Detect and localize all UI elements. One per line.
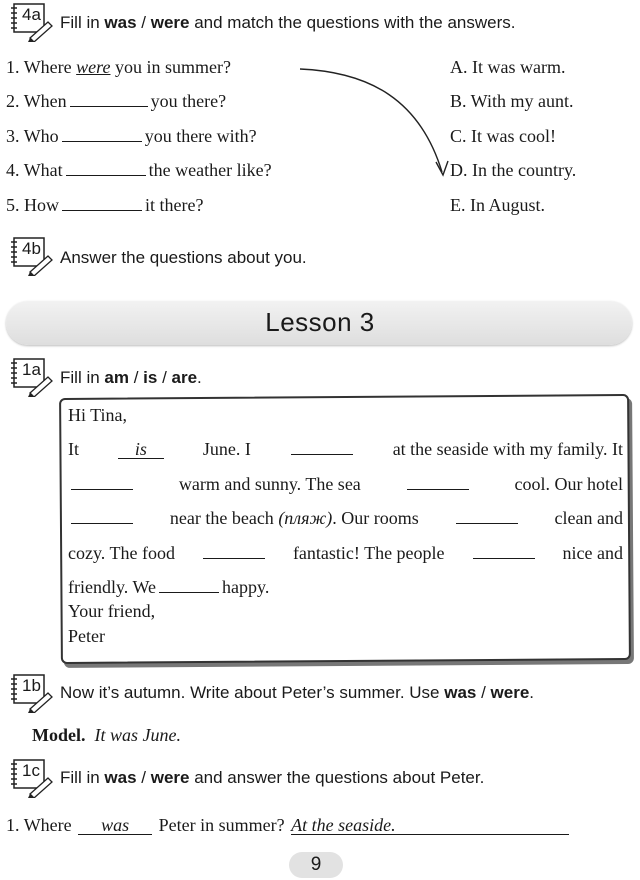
model-example: Model. It was June. [32,725,181,745]
lesson-title: Lesson 3 [265,307,375,337]
exercise-badge-1a [8,357,54,397]
instruction-1c: Fill in was / were and answer the questions about Peter. [60,768,485,787]
letter-card [59,394,631,664]
letter-closing: Your friend, [68,601,156,621]
letter-line-2: warm and sunny. The sea cool. Our hotel [68,474,623,495]
badge-label: 1b [22,676,41,695]
question-2: 2. When you there? [6,91,227,111]
answer-blank[interactable] [71,488,133,490]
question-5: 5. How it there? [6,195,204,215]
letter-greeting: Hi Tina, [68,405,128,425]
instruction-4b: Answer the questions about you. [60,248,307,267]
answer-b: B. With my aunt. [450,91,574,111]
exercise-badge-1b [8,673,54,713]
answer-e: E. In August. [450,195,546,215]
exercise-badge-1c [8,758,54,798]
answer-d: D. In the country. [450,160,577,180]
letter-line-4: cozy. The food fantastic! The people nice and [68,543,623,563]
filled-answer: were [76,57,111,77]
answer-c: C. It was cool! [450,126,556,146]
answer-blank[interactable] [456,522,518,524]
page-number: 9 [289,852,343,878]
letter-line-5: friendly. We happy. [68,577,270,597]
answer-blank[interactable] [203,557,265,559]
badge-label: 4b [22,239,41,258]
letter-line-1: It is June. I at the seaside with my family. It [68,439,623,459]
question-1: 1. Where were you in summer? [6,57,231,77]
answer-blank[interactable] [291,453,353,455]
filled-answer: is [118,440,164,459]
question-1c-1: 1. Where was Peter in summer? At the seaside. [6,815,571,836]
filled-answer: was [78,816,152,835]
question-3: 3. Who you there with? [6,126,257,146]
instruction-1a: Fill in am / is / are. [60,368,202,387]
instruction-1b: Now it’s autumn. Write about Peter’s summer. Use was / were. [60,683,535,702]
letter-signature: Peter [68,626,105,646]
badge-label: 4a [22,5,41,24]
answer-blank[interactable] [71,522,133,524]
match-arrow-icon [0,0,640,200]
answer-a: A. It was warm. [450,57,566,77]
answer-blank[interactable] [62,209,142,211]
written-answer: At the seaside. [291,816,569,835]
answer-blank[interactable] [159,591,219,593]
exercise-badge-4b [8,236,54,276]
answer-blank[interactable] [407,488,469,490]
instruction-4a: Fill in was / were and match the questions with the answers. [60,13,516,32]
badge-label: 1a [22,360,41,379]
answer-blank[interactable] [473,557,535,559]
badge-label: 1c [22,761,40,780]
question-4: 4. What the weather like? [6,160,272,180]
letter-line-3: near the beach (пляж). Our rooms clean and [68,508,623,529]
